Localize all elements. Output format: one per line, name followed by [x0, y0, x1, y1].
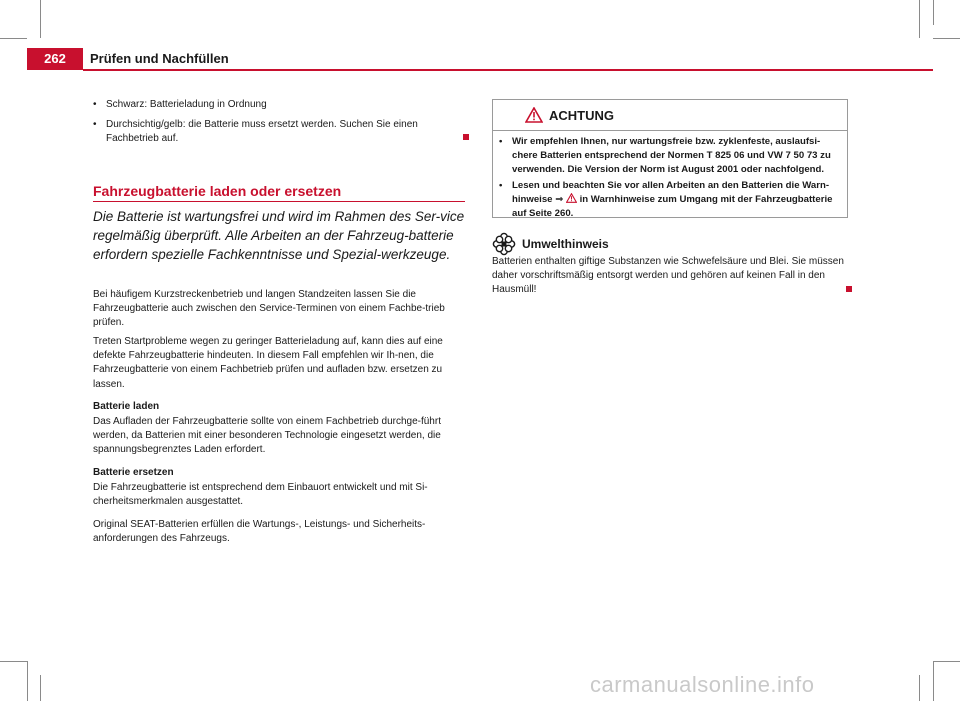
- crop-mark: [933, 38, 960, 39]
- list-item: • Lesen und beachten Sie vor allen Arbeiten an den Batterien die Warn-hinweise ⇒ in Warnhinweise zum Umgang mit der Fahrzeugbatterie auf Seite 260.: [499, 180, 833, 219]
- crop-mark: [40, 0, 41, 38]
- paragraph: Die Fahrzeugbatterie ist entsprechend dem Einbauort entwickelt und mit Si-cherheitsmerkmalen ausgestattet.: [93, 482, 428, 508]
- section-rule: [93, 201, 465, 202]
- warning-header: [493, 100, 847, 131]
- paragraph: Bei häufigem Kurzstreckenbetrieb und langen Standzeiten lassen Sie die Fahrzeugbatterie auch zwischen den Service-Terminen von einem Fachbe-trieb prüfen.: [93, 289, 445, 329]
- crop-mark: [919, 675, 920, 701]
- bullet-icon: •: [93, 99, 97, 110]
- list-item: • Durchsichtig/gelb: die Batterie muss ersetzt werden. Suchen Sie einen Fachbetrieb auf.: [93, 119, 418, 144]
- crop-mark: [933, 661, 960, 662]
- header-rule: [83, 69, 933, 71]
- list-item: • Wir empfehlen Ihnen, nur wartungsfreie bzw. zyklenfeste, auslaufsi-chere Batterien entsprechend der Normen T 825 06 und VW 7 50 73 zu verwenden. Die Version der Norm ist August 2001 oder nachfolgend.: [499, 136, 831, 175]
- top-bullet-list: [93, 98, 465, 152]
- end-of-section-icon: [463, 134, 469, 140]
- reference-arrow[interactable]: ⇒: [555, 194, 564, 205]
- warning-title: ACHTUNG: [549, 108, 614, 123]
- warning-box: [492, 99, 848, 218]
- page-number: 262: [27, 48, 83, 70]
- bullet-icon: •: [499, 136, 503, 147]
- crop-mark: [933, 661, 934, 701]
- bullet-icon: •: [93, 119, 97, 130]
- paragraph: Treten Startprobleme wegen zu geringer Batterieladung auf, kann dies auf eine defekte Fahrzeugbatterie hindeuten. In diesem Fall empfehlen wir Ih-nen, die Fahrzeugbatterie von einem Fachbetrieb prüfen und aufladen bzw. ersetzen zu lassen.: [93, 336, 443, 390]
- section-intro: Die Batterie ist wartungsfrei und wird im Rahmen des Ser-vice regelmäßig überprüft. Alle Arbeiten an der Fahrzeug-batterie erfordern spezielle Fachkenntnisse und Spezial-werkzeuge.: [93, 209, 465, 262]
- bullet-icon: •: [499, 180, 503, 191]
- subheading-laden: Batterie laden: [93, 401, 160, 412]
- cross-reference-link[interactable]: in Warnhinweise zum Umgang mit der Fahrzeugbatterie auf Seite 260.: [512, 194, 833, 219]
- crop-mark: [919, 0, 920, 38]
- paragraph: Das Aufladen der Fahrzeugbatterie sollte von einem Fachbetrieb durchge-führt werden, da Batterien mit einer besonderen Technologie eingesetzt werden, die spannungsbegrenztes Laden erfordert.: [93, 416, 441, 456]
- crop-mark: [40, 675, 41, 701]
- crop-mark: [27, 661, 28, 701]
- header-title: Prüfen und Nachfüllen: [90, 51, 229, 66]
- warning-triangle-icon: [566, 194, 580, 205]
- end-of-section-icon: [846, 286, 852, 292]
- watermark: carmanualsonline.info: [590, 672, 815, 697]
- section-title: Fahrzeugbatterie laden oder ersetzen: [93, 183, 342, 199]
- environment-text: Batterien enthalten giftige Substanzen wie Schwefelsäure und Blei. Sie müssen daher vorschriftsmäßig entsorgt werden und gehören auf keinen Fall in den Hausmüll!: [492, 256, 844, 296]
- crop-mark: [0, 38, 27, 39]
- environment-title: Umwelthinweis: [522, 237, 609, 251]
- list-item: • Schwarz: Batterieladung in Ordnung: [93, 99, 267, 110]
- subheading-ersetzen: Batterie ersetzen: [93, 467, 174, 478]
- paragraph: Original SEAT-Batterien erfüllen die Wartungs-, Leistungs- und Sicherheits-anforderungen des Fahrzeugs.: [93, 519, 426, 545]
- warning-triangle-icon: [525, 107, 543, 128]
- crop-mark: [933, 0, 934, 25]
- warning-body: [493, 131, 847, 221]
- crop-mark: [0, 661, 27, 662]
